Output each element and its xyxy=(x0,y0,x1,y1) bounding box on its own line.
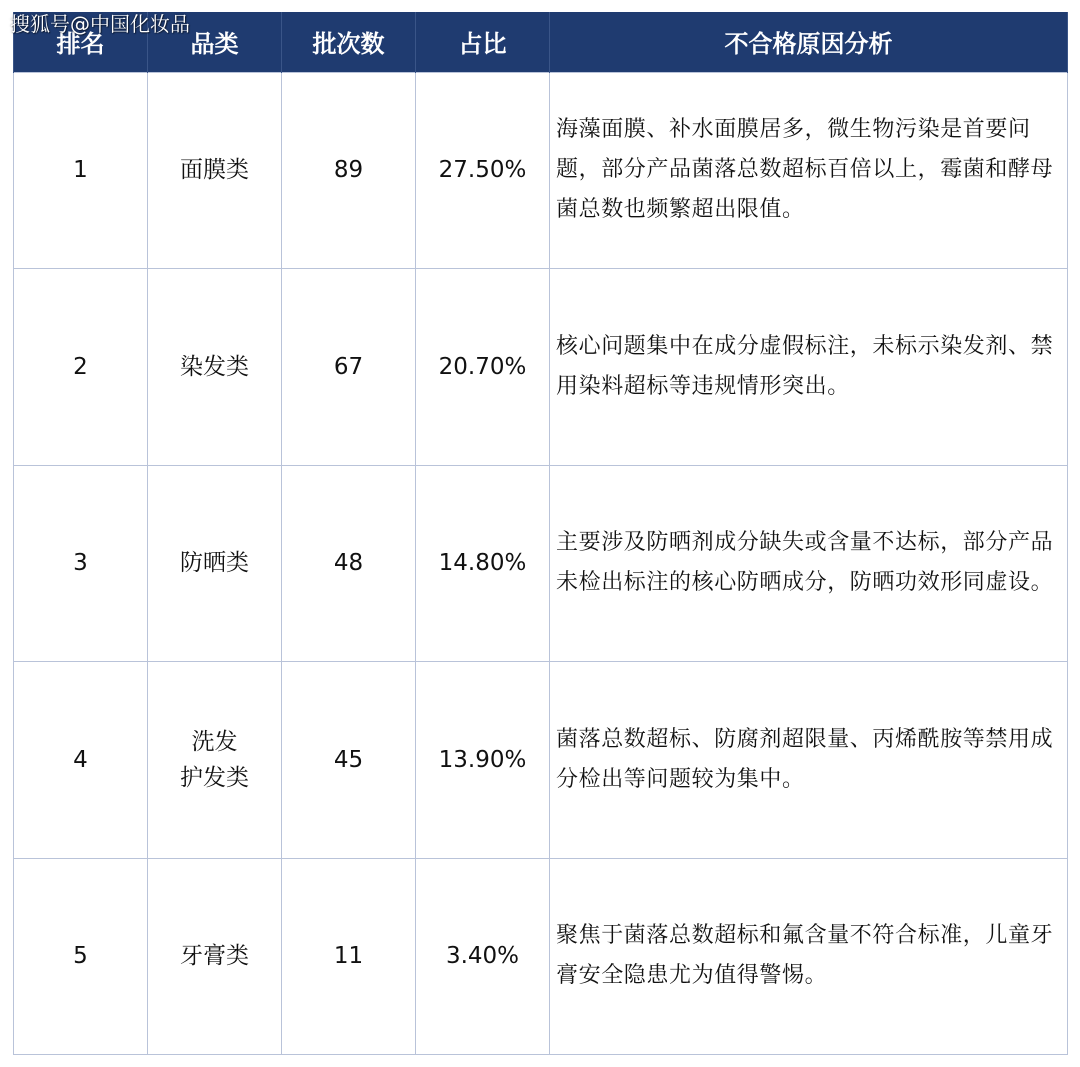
header-batches: 批次数 xyxy=(282,12,416,72)
cell-rank: 3 xyxy=(14,465,148,662)
cell-category xyxy=(148,72,282,269)
category-label-line-2: 护发类 xyxy=(180,764,249,791)
category-label: 染发类 xyxy=(180,353,249,380)
cell-category xyxy=(148,465,282,662)
cell-rank: 1 xyxy=(14,72,148,269)
cell-reason: 核心问题集中在成分虚假标注，未标示染发剂、禁用染料超标等违规情形突出。 xyxy=(550,269,1068,466)
cell-share: 13.90% xyxy=(416,662,550,859)
cell-category xyxy=(148,662,282,859)
table-row xyxy=(14,465,1068,662)
cell-rank: 2 xyxy=(14,269,148,466)
cell-rank: 4 xyxy=(14,662,148,859)
header-rank: 排名 xyxy=(14,12,148,72)
header-share: 占比 xyxy=(416,12,550,72)
cell-share: 3.40% xyxy=(416,858,550,1055)
table-row xyxy=(14,72,1068,269)
cell-share: 14.80% xyxy=(416,465,550,662)
noncompliance-table xyxy=(13,12,1068,1055)
header-category: 品类 xyxy=(148,12,282,72)
category-label: 牙膏类 xyxy=(180,943,249,970)
cell-reason: 菌落总数超标、防腐剂超限量、丙烯酰胺等禁用成分检出等问题较为集中。 xyxy=(550,662,1068,859)
cell-category xyxy=(148,269,282,466)
data-table-container xyxy=(13,12,1067,1055)
cell-batches: 67 xyxy=(282,269,416,466)
watermark-text: 搜狐号@中国化妆品 xyxy=(10,12,190,36)
table-row xyxy=(14,269,1068,466)
cell-batches: 89 xyxy=(282,72,416,269)
cell-share: 27.50% xyxy=(416,72,550,269)
cell-reason: 主要涉及防晒剂成分缺失或含量不达标，部分产品未检出标注的核心防晒成分，防晒功效形同虚设。 xyxy=(550,465,1068,662)
cell-batches: 45 xyxy=(282,662,416,859)
cell-reason: 海藻面膜、补水面膜居多，微生物污染是首要问题，部分产品菌落总数超标百倍以上，霉菌和酵母菌总数也频繁超出限值。 xyxy=(550,72,1068,269)
table-row xyxy=(14,858,1068,1055)
cell-rank: 5 xyxy=(14,858,148,1055)
category-label: 面膜类 xyxy=(180,157,249,184)
header-reason: 不合格原因分析 xyxy=(550,12,1068,72)
cell-reason: 聚焦于菌落总数超标和氟含量不符合标准，儿童牙膏安全隐患尤为值得警惕。 xyxy=(550,858,1068,1055)
table-row xyxy=(14,662,1068,859)
table-body xyxy=(14,72,1068,1055)
cell-batches: 11 xyxy=(282,858,416,1055)
cell-share: 20.70% xyxy=(416,269,550,466)
cell-category xyxy=(148,858,282,1055)
category-label: 防晒类 xyxy=(180,550,249,577)
cell-batches: 48 xyxy=(282,465,416,662)
category-label-line-1: 洗发 xyxy=(191,728,238,755)
